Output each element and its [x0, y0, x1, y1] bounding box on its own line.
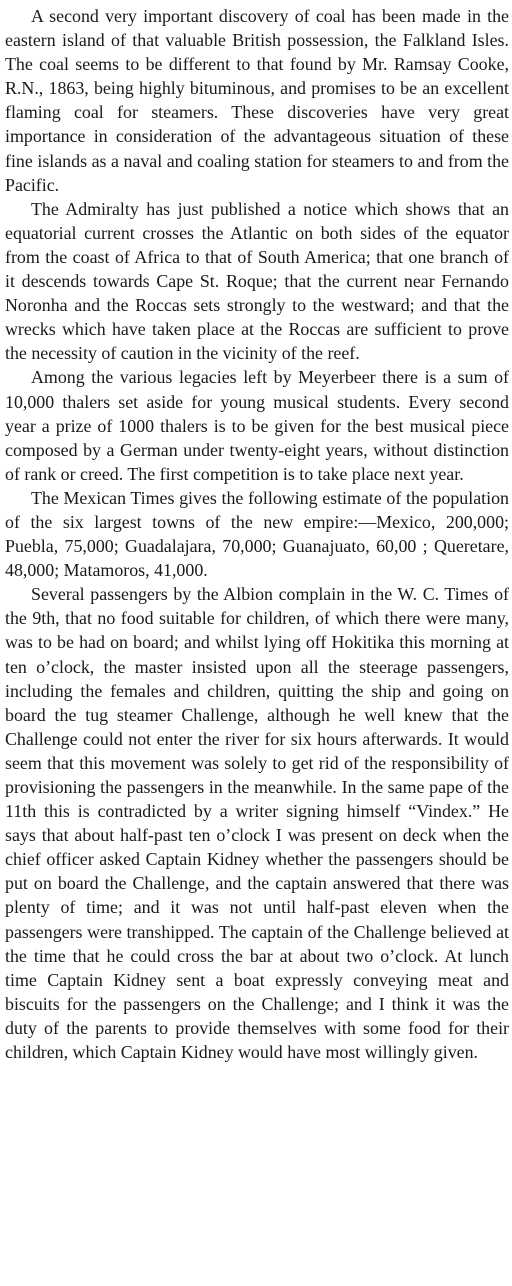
paragraph-falkland-coal: A second very important discovery of coal has been made in the eastern island of that valuable British possession, the Falkland Isles. The coal seems to be different to that found by Mr. Ramsay Cooke, R.N., 1863, being highly bituminous, and promises to be an excellent flaming coal for steamers. These discoveries have very great importance in consideration of the advantageous situation of these fine islands as a naval and coaling station for steamers to and from the Pacific. — [5, 6, 509, 195]
paragraph-albion-passengers: Several passengers by the Albion complain in the W. C. Times of the 9th, that no food suitable for children, of which there were many, was to be had on board; and whilst lying off Hokitika this morning at ten o’clock, the master insisted upon all the steerage passengers, including the females and children, quitting the ship and going on board the tug steamer Challenge, although he well knew that the Challenge could not enter the river for six hours afterwards. It would seem that this movement was solely to get rid of the responsibility of provisioning the passengers in the meanwhile. In the same pape of the 11th this is contradicted by a writer signing himself “Vindex.” He says that about half-past ten o’clock I was present on deck when the chief officer asked Captain Kidney whether the passengers should be put on board the Challenge, and the captain answered that there was plenty of time; and it was not until half-past eleven when the passengers were transhipped. The captain of the Challenge believed at the time that he could cross the bar at about two o’clock. At lunch time Captain Kidney sent a boat expressly conveying meat and biscuits for the passengers on the Challenge; and I think it was the duty of the parents to provide themselves with some food for their children, which Captain Kidney would have most willingly given. — [5, 584, 509, 1063]
paragraph-atlantic-current: The Admiralty has just published a notice which shows that an equatorial current crosses the Atlantic on both sides of the equator from the coast of Africa to that of South America; that one branch of it descends towards Cape St. Roque; that the current near Fernando Noronha and the Roccas sets strongly to the westward; and that the wrecks which have taken place at the Roccas are sufficient to prove the necessity of caution in the vicinity of the reef. — [5, 198, 509, 364]
paragraph-mexican-population: The Mexican Times gives the following estimate of the population of the six largest towns of the new empire:—Mexico, 200,000; Puebla, 75,000; Guadalajara, 70,000; Guanajuato, 60,00 ; Queretare, 48,000; Matamoros, 41,000. — [5, 487, 509, 581]
paragraph-meyerbeer-legacy: Among the various legacies left by Meyerbeer there is a sum of 10,000 thalers set aside for young musical students. Every second year a prize of 1000 thalers is to be given for the best musical piece composed by a German under twenty-eight years, without distinction of rank or creed. The first competition is to take place next year. — [5, 367, 509, 484]
